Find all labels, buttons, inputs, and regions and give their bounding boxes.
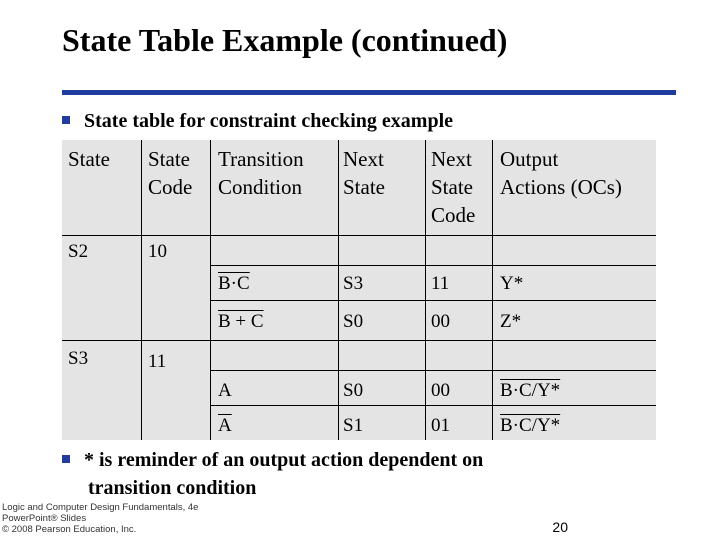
table-cell-next-state: S1 bbox=[343, 415, 364, 436]
footer-line: PowerPoint® Slides bbox=[2, 513, 87, 524]
bullet-2-continued: transition condition bbox=[88, 477, 257, 499]
bullet-1 bbox=[62, 110, 453, 133]
header-output-line2: Actions (OCs) bbox=[500, 175, 622, 199]
footer-line: © 2008 Pearson Education, Inc. bbox=[2, 524, 137, 535]
header-transition bbox=[218, 145, 304, 201]
table-cell-next-code: 00 bbox=[431, 311, 450, 332]
col-divider bbox=[210, 140, 211, 440]
header-next-state-line2: State bbox=[343, 175, 385, 199]
col-divider bbox=[425, 140, 426, 440]
table-cell-output bbox=[500, 415, 560, 437]
output-text: B·C/Y* bbox=[500, 415, 561, 436]
bullet-1-text: State table for constraint checking example bbox=[84, 110, 454, 132]
header-transition-line1: Transition bbox=[218, 147, 304, 171]
title-rule bbox=[62, 90, 676, 95]
row-divider bbox=[210, 405, 656, 406]
bullet-2 bbox=[62, 446, 483, 474]
table-cell-next-state: S3 bbox=[343, 273, 364, 294]
header-state: State bbox=[68, 147, 110, 171]
header-next-state bbox=[343, 145, 385, 201]
col-divider bbox=[492, 140, 493, 440]
header-next-code-line3: Code bbox=[431, 203, 476, 227]
bullet-2-line1: * is reminder of an output action dependent on bbox=[84, 449, 484, 471]
table-cell-next-state: S0 bbox=[343, 380, 364, 401]
table-cell-output bbox=[500, 380, 560, 402]
footer-credit bbox=[2, 502, 198, 535]
state-table bbox=[62, 140, 656, 440]
header-next-state-line1: Next bbox=[343, 147, 384, 171]
table-cell-condition bbox=[218, 311, 264, 333]
header-output bbox=[500, 145, 622, 201]
footer-line: Logic and Computer Design Fundamentals, 4e bbox=[2, 502, 199, 513]
table-cell-code: 10 bbox=[148, 241, 167, 262]
output-text: B·C/Y* bbox=[500, 380, 561, 401]
table-cell-condition bbox=[218, 415, 232, 437]
row-divider bbox=[210, 300, 656, 301]
table-cell-next-code: 11 bbox=[431, 273, 450, 294]
table-cell-output: Z* bbox=[500, 311, 522, 332]
header-output-line1: Output bbox=[500, 147, 559, 171]
header-state-code-line2: Code bbox=[148, 175, 193, 199]
bullet-square-icon bbox=[62, 116, 70, 124]
page-number: 20 bbox=[552, 519, 568, 535]
row-divider bbox=[62, 235, 656, 236]
table-cell-code: 11 bbox=[148, 351, 167, 372]
row-divider bbox=[62, 340, 656, 341]
table-cell-condition bbox=[218, 273, 250, 295]
header-next-code-line1: Next bbox=[431, 147, 472, 171]
table-cell-state: S3 bbox=[68, 348, 89, 369]
condition-text: $\overline{A}$ bbox=[218, 415, 232, 436]
slide-title: State Table Example (continued) bbox=[62, 22, 508, 58]
header-next-code bbox=[431, 145, 475, 229]
header-transition-line2: Condition bbox=[218, 175, 303, 199]
table-cell-next-code: 00 bbox=[431, 380, 450, 401]
col-divider bbox=[141, 140, 142, 440]
table-cell-condition: A bbox=[218, 380, 232, 401]
row-divider bbox=[210, 265, 656, 266]
table-cell-next-state: S0 bbox=[343, 311, 364, 332]
header-state-code-line1: State bbox=[148, 147, 190, 171]
condition-text: B·C bbox=[218, 273, 250, 294]
header-next-code-line2: State bbox=[431, 175, 473, 199]
table-cell-state: S2 bbox=[68, 241, 89, 262]
condition-text: B + C bbox=[218, 311, 264, 332]
table-cell-output: Y* bbox=[500, 273, 524, 294]
table-cell-next-code: 01 bbox=[431, 415, 450, 436]
col-divider bbox=[338, 140, 339, 440]
row-divider bbox=[210, 370, 656, 371]
bullet-square-icon bbox=[62, 455, 70, 463]
header-state-code bbox=[148, 145, 192, 201]
